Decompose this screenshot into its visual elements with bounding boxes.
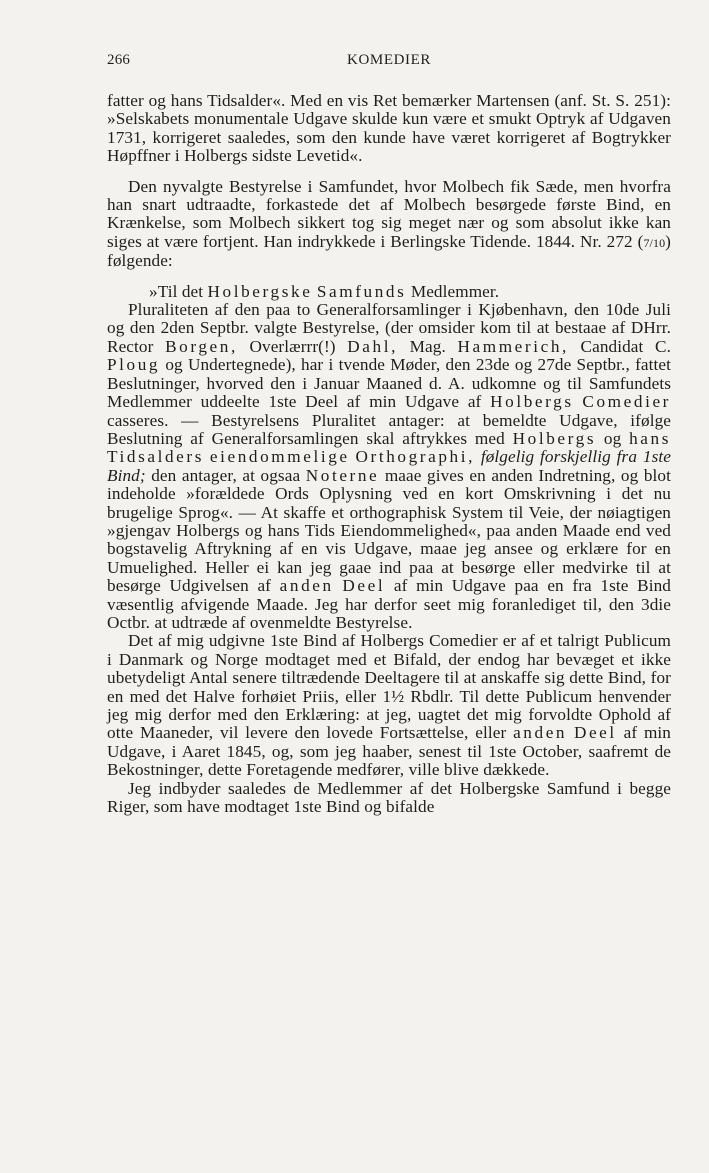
page-number: 266: [107, 52, 131, 68]
running-head: [107, 52, 671, 74]
letter-text-a: Pluraliteten af den paa to Generalforsamlinger i Kjøbenhavn, den 10de Juli og den 2den Septbr. valgte Bestyrelse, (der omsider kom til at bestaae af DHrr. Rector: [107, 300, 671, 356]
letter-text-c: Mag.: [398, 336, 458, 356]
letter-salutation: [107, 283, 671, 301]
letter2-text-d: af min Udgave, i Aaret 1845, og, som jeg haaber, senest til 1ste October, saafremt de Bekostninger, dette Foretagende medfører, ville blive dækkede.: [107, 723, 671, 780]
letter-paragraph-2: [107, 632, 671, 779]
book-page: [107, 52, 671, 816]
paragraph-1: fatter og hans Tidsalder«. Med en vis Ret bemærker Martensen (anf. St. S. 251): »Selskabets monumentale Udgave skulde kun være et smukt Optryk af Udgaven 1731, korrigeret saaledes, som den kunde have været korrigeret af Bogtrykker Høpffner i Holbergs sidste Levetid«.: [107, 91, 671, 166]
spaced-hans: hans: [629, 428, 671, 448]
spaced-comedier: Comedier: [582, 392, 671, 412]
spaced-ploug: Ploug: [107, 355, 161, 375]
letter-paragraph-3: Jeg indbyder saaledes de Medlemmer af det Holbergske Samfund i begge Riger, som have modtaget 1ste Bind og bifalde: [107, 778, 671, 817]
letter-text-p: af min Udgave paa en fra 1ste Bind væsentlig afvigende Maade. Jeg har derfor seet mig foranlediget til, den 3die Octbr. at udtræde af ovenmeldte Bestyrelse.: [107, 576, 671, 632]
letter-text-h: og: [596, 428, 630, 448]
spaced-noterne: Noterne: [305, 465, 380, 485]
letter-text-g: casseres. — Bestyrelsens Pluralitet antager: at bemeldte Udgave, ifølge Beslutning af Generalforsamlingen skal aftrykkes med: [107, 410, 671, 448]
spaced-dahl: Dahl,: [347, 336, 398, 356]
spaced-eiendommelige: eiendommelige: [209, 447, 350, 467]
price-value: 1½: [382, 686, 405, 706]
salutation-end: Medlemmer.: [406, 281, 500, 301]
letter2-text-b: Rbdlr. Til dette Publicum henvender jeg mig derfor med den Erklæring: at jeg, uagtet det mig forvoldte Ophold af otte Maaneder, vil levere den lovede Fortsættelse, eller: [107, 686, 671, 743]
letter-text-n: maae gives en anden Indretning, og blot indeholde »forældede Ords Oplysning ved en kort Omskrivning i det nu brugelige Sprog«. — At skaffe et orthographisk System til Veie, der nøiagtigen »gjengav Holbergs og hans Tids Eiendommelighed«, paa anden Maade end ved bogstavelig Aftrykning af en vis Udgave, maae jeg ansee og erklære for en Umuelighed. Heller ei kan jeg gaae ind paa at besørge eller medvirke til at besørge Udgivelsen af: [107, 465, 671, 596]
running-title: KOMEDIER: [347, 52, 431, 68]
letter-text-m: den antager, at ogsaa: [145, 465, 306, 485]
spaced-hammerich: Hammerich,: [457, 336, 569, 356]
spaced-deel-2: Deel: [573, 723, 617, 743]
spaced-tidsalders: Tidsalders: [107, 447, 204, 467]
letter-text-b: Overlærrr(!): [237, 336, 348, 356]
spaced-deel-1: Deel: [342, 576, 386, 596]
spaced-holbergske: Holbergske: [207, 281, 313, 301]
body-text: [107, 92, 671, 816]
paragraph-2-text: Den nyvalgte Bestyrelse i Samfundet, hvor Molbech fik Sæde, men hvorfra han snart udtraadte, forkastede det af Molbech besørgede første Bind, en Krænkelse, som Molbech sikkert tog sig meget nær og som absolut ikke kan siges at være fortjent. Han indrykkede i Berlingske Tidende. 1844. Nr. 272 (: [107, 176, 671, 251]
date-fraction: 7/10: [643, 235, 666, 250]
italic-phrase: følgelig forskjellig fra 1ste Bind;: [107, 447, 671, 485]
spaced-holbergs-2: Holbergs: [512, 428, 597, 448]
spaced-anden-2: anden: [513, 723, 568, 743]
paragraph-2-end: ) følgende:: [107, 231, 671, 271]
letter2-text-a: Det af mig udgivne 1ste Bind af Holbergs Comedier er af et talrigt Publicum i Danmark og Norge modtaget med et Bifald, der endog har bevæget et ikke ubetydeligt Antal senere tiltrædende Deeltagere til at anskaffe sig dette Bind, for en med det Halve forhøiet Priis, eller: [107, 631, 671, 706]
letter-paragraph-1: [107, 301, 671, 632]
spaced-anden-1: anden: [279, 576, 334, 596]
letter2-text-c: [567, 723, 574, 742]
salutation-text: »Til det: [149, 281, 208, 301]
spaced-orthographi: Orthographi,: [355, 447, 475, 467]
letter-text-e: og Undertegnede), har i tvende Møder, den 23de og 27de Septbr., fattet Beslutninger, hvorved den i Januar Maaned d. A. udkomne og til Samfundets Medlemmer uddeelte 1ste Deel af min Udgave af: [107, 355, 671, 412]
spaced-holbergs-1: Holbergs: [490, 392, 574, 412]
spaced-samfunds: Samfunds: [316, 281, 407, 301]
spaced-borgen: Borgen,: [165, 336, 238, 356]
paragraph-2: [107, 178, 671, 271]
letter-text-d: Candidat C.: [568, 336, 672, 356]
